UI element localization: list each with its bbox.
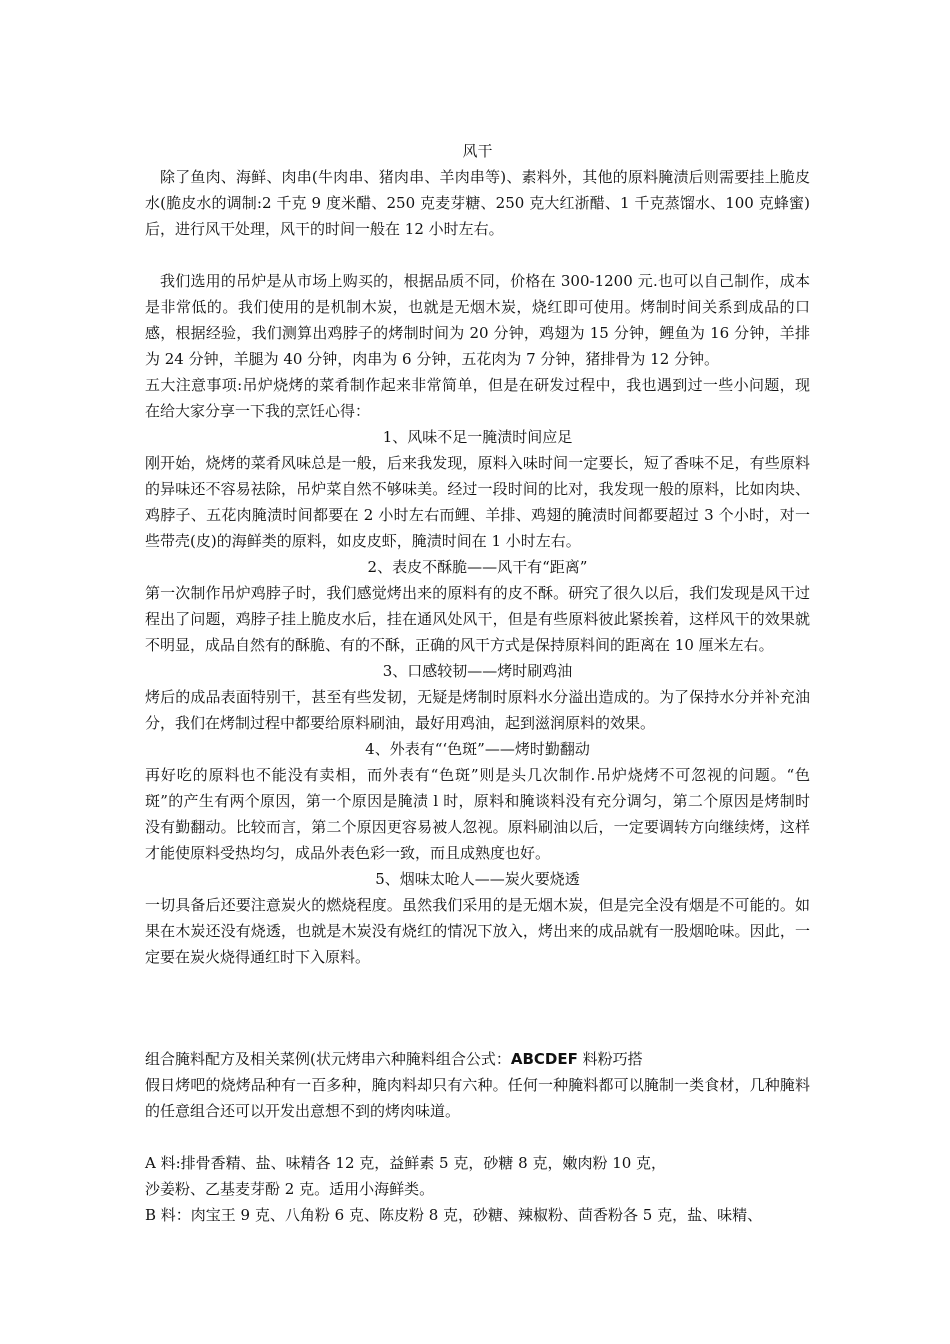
section-body: 一切具备后还要注意炭火的燃烧程度。虽然我们采用的是无烟木炭，但是完全没有烟是不可能的。如果在木炭还没有烧透，也就是木炭没有烧红的情况下放入，烤出来的成品就有一股烟呛味。因此，一定要在炭火烧得通红时下入原料。 — [145, 896, 810, 966]
section-heading: 4、外表有“‘色斑”——烤时勤翻动 — [365, 740, 590, 758]
spacer — [145, 1008, 810, 1046]
spacer — [145, 242, 810, 268]
combo-title-tail: 料粉巧搭 — [577, 1050, 643, 1068]
section-body: 再好吃的原料也不能没有卖相，而外表有“色斑”则是头几次制作.吊炉烧烤不可忽视的问题。“色斑”的产生有两个原因，第一个原因是腌渍 l 时，原料和腌谈料没有充分调匀，第二个原因是烤制时没有勤翻动。比较而言，第二个原因更容易被人忽视。原料刷油以后，一定要调转方向继续烤，这样才能使原料受热均匀，成品外表色彩一致，而且成熟度也好。 — [145, 766, 810, 862]
paragraph-oven: 我们选用的吊炉是从市场上购买的，根据品质不同，价格在 300-1200 元.也可以自己制作，成本是非常低的。我们使用的是机制木炭，也就是无烟木炭，烧红即可使用。烤制时间关系到成品的口感，根据经验，我们测算出鸡脖子的烤制时间为 20 分钟，鸡翅为 15 分钟，鲤鱼为 16 分钟，羊排为 24 分钟，羊腿为 40 分钟，肉串为 6 分钟，五花肉为 7 分钟，猪排骨为 12 分钟。 — [145, 272, 810, 368]
section-body: 烤后的成品表面特别干，甚至有些发韧，无疑是烤制时原料水分溢出造成的。为了保持水分并补充油分，我们在烤制过程中都要给原料刷油，最好用鸡油，起到滋润原料的效果。 — [145, 688, 810, 732]
combo-title-text: 组合腌料配方及相关菜例(状元烤串六种腌料组合公式： — [145, 1050, 511, 1068]
section-body: 刚开始，烧烤的菜肴风味总是一般，后来我发现，原料入味时间一定要长，短了香味不足，有些原料的异味还不容易祛除，吊炉菜自然不够味美。经过一段时间的比对，我发现一般的原料，比如肉块、鸡脖子、五花肉腌渍时间都要在 2 小时左右而鲤、羊排、鸡翅的腌渍时间都要超过 3 个小时，对一些带壳(皮)的海鲜类的原料，如皮皮虾，腌渍时间在 1 小时左右。 — [145, 454, 810, 550]
page-title: 风干 — [462, 142, 493, 160]
paragraph-marinade: 除了鱼肉、海鲜、肉串(牛肉串、猪肉串、羊肉串等)、素料外，其他的原料腌渍后则需要挂上脆皮水(脆皮水的调制:2 千克 9 度米醋、250 克麦芽糖、250 克大红浙醋、1 千克蒸馏水、100 克蜂蜜)后，进行风干处理，风干的时间一般在 12 小时左右。 — [145, 168, 810, 238]
recipe-b-line1: B 料：肉宝王 9 克、八角粉 6 克、陈皮粉 8 克，砂糖、辣椒粉、茴香粉各 5 克，盐、味精、 — [145, 1206, 763, 1224]
section-heading: 5、烟味太呛人——炭火要烧透 — [375, 870, 580, 888]
spacer — [145, 1124, 810, 1150]
recipe-a-line2: 沙姜粉、乙基麦芽酚 2 克。适用小海鲜类。 — [145, 1180, 435, 1198]
combo-intro: 假日烤吧的烧烤品种有一百多种，腌肉料却只有六种。任何一种腌料都可以腌制一类食材，几种腌料的任意组合还可以开发出意想不到的烤肉味道。 — [145, 1076, 810, 1120]
combo-title — [145, 1046, 810, 1072]
combo-title-code: ABCDEF — [510, 1050, 578, 1068]
recipe-a-line1: A 料:排骨香精、盐、味精各 12 克，益鲜素 5 克，砂糖 8 克，嫩肉粉 10 克， — [145, 1154, 667, 1172]
document-page — [145, 138, 810, 1228]
section-body: 第一次制作吊炉鸡脖子时，我们感觉烤出来的原料有的皮不酥。研究了很久以后，我们发现是风干过程出了问题，鸡脖子挂上脆皮水后，挂在通风处风干，但是有些原料彼此紧挨着，这样风干的效果就不明显，成品自然有的酥脆、有的不酥，正确的风干方式是保持原料间的距离在 10 厘米左右。 — [145, 584, 810, 654]
section-heading: 2、表皮不酥脆——风干有“距离” — [367, 558, 588, 576]
spacer — [145, 970, 810, 1008]
section-heading: 3、口感较韧——烤时刷鸡油 — [382, 662, 573, 680]
section-heading: 1、风味不足一腌渍时间应足 — [382, 428, 573, 446]
paragraph-five-notes: 五大注意事项:吊炉烧烤的菜肴制作起来非常简单，但是在研发过程中，我也遇到过一些小问题，现在给大家分享一下我的烹饪心得： — [145, 376, 810, 420]
